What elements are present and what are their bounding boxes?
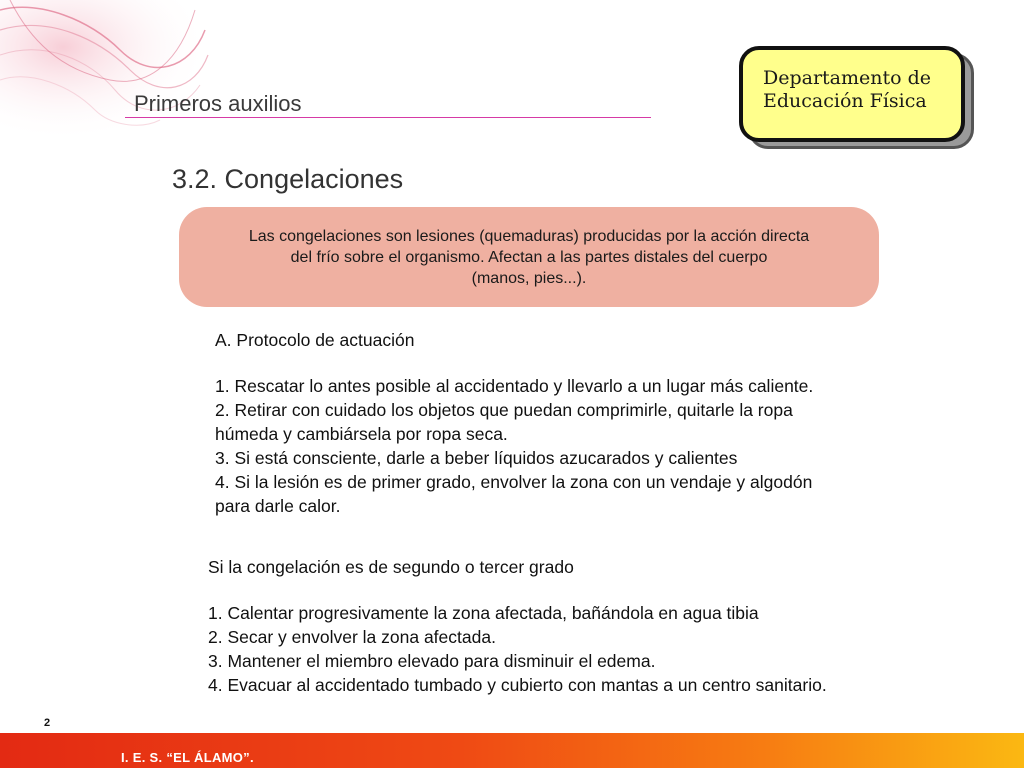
second-degree-line: 1. Calentar progresivamente la zona afectada, bañándola en agua tibia	[208, 603, 759, 623]
second-degree-line: 4. Evacuar al accidentado tumbado y cubierto con mantas a un centro sanitario.	[208, 675, 827, 695]
department-box	[739, 46, 965, 142]
protocol-line: 2. Retirar con cuidado los objetos que puedan comprimirle, quitarle la ropa	[215, 400, 793, 420]
definition-line-3: (manos, pies...).	[471, 270, 587, 287]
protocol-section	[215, 328, 915, 518]
definition-line-2: del frío sobre el organismo. Afectan a las partes distales del cuerpo	[290, 249, 768, 266]
section-title: 3.2. Congelaciones	[172, 164, 404, 194]
protocol-heading: A. Protocolo de actuación	[215, 330, 415, 350]
protocol-line: húmeda y cambiársela por ropa seca.	[215, 424, 508, 444]
protocol-line: para darle calor.	[215, 496, 341, 516]
second-degree-section	[208, 555, 968, 697]
title-underline	[125, 117, 651, 118]
second-degree-line: 2. Secar y envolver la zona afectada.	[208, 627, 496, 647]
definition-box	[179, 207, 879, 307]
protocol-line: 4. Si la lesión es de primer grado, envolver la zona con un vendaje y algodón	[215, 472, 813, 492]
second-degree-line: 3. Mantener el miembro elevado para disminuir el edema.	[208, 651, 656, 671]
definition-line-1: Las congelaciones son lesiones (quemaduras) producidas por la acción directa	[248, 228, 810, 245]
school-name: I. E. S. “EL ÁLAMO”.	[121, 750, 254, 765]
protocol-line: 3. Si está consciente, darle a beber líquidos azucarados y calientes	[215, 448, 738, 468]
department-line-1: Departamento de	[763, 67, 932, 89]
department-line-2: Educación Física	[763, 90, 927, 112]
presentation-title: Primeros auxilios	[134, 91, 302, 116]
page-number: 2	[44, 717, 51, 729]
second-degree-heading: Si la congelación es de segundo o tercer grado	[208, 557, 574, 577]
protocol-line: 1. Rescatar lo antes posible al accidentado y llevarlo a un lugar más caliente.	[215, 376, 814, 396]
